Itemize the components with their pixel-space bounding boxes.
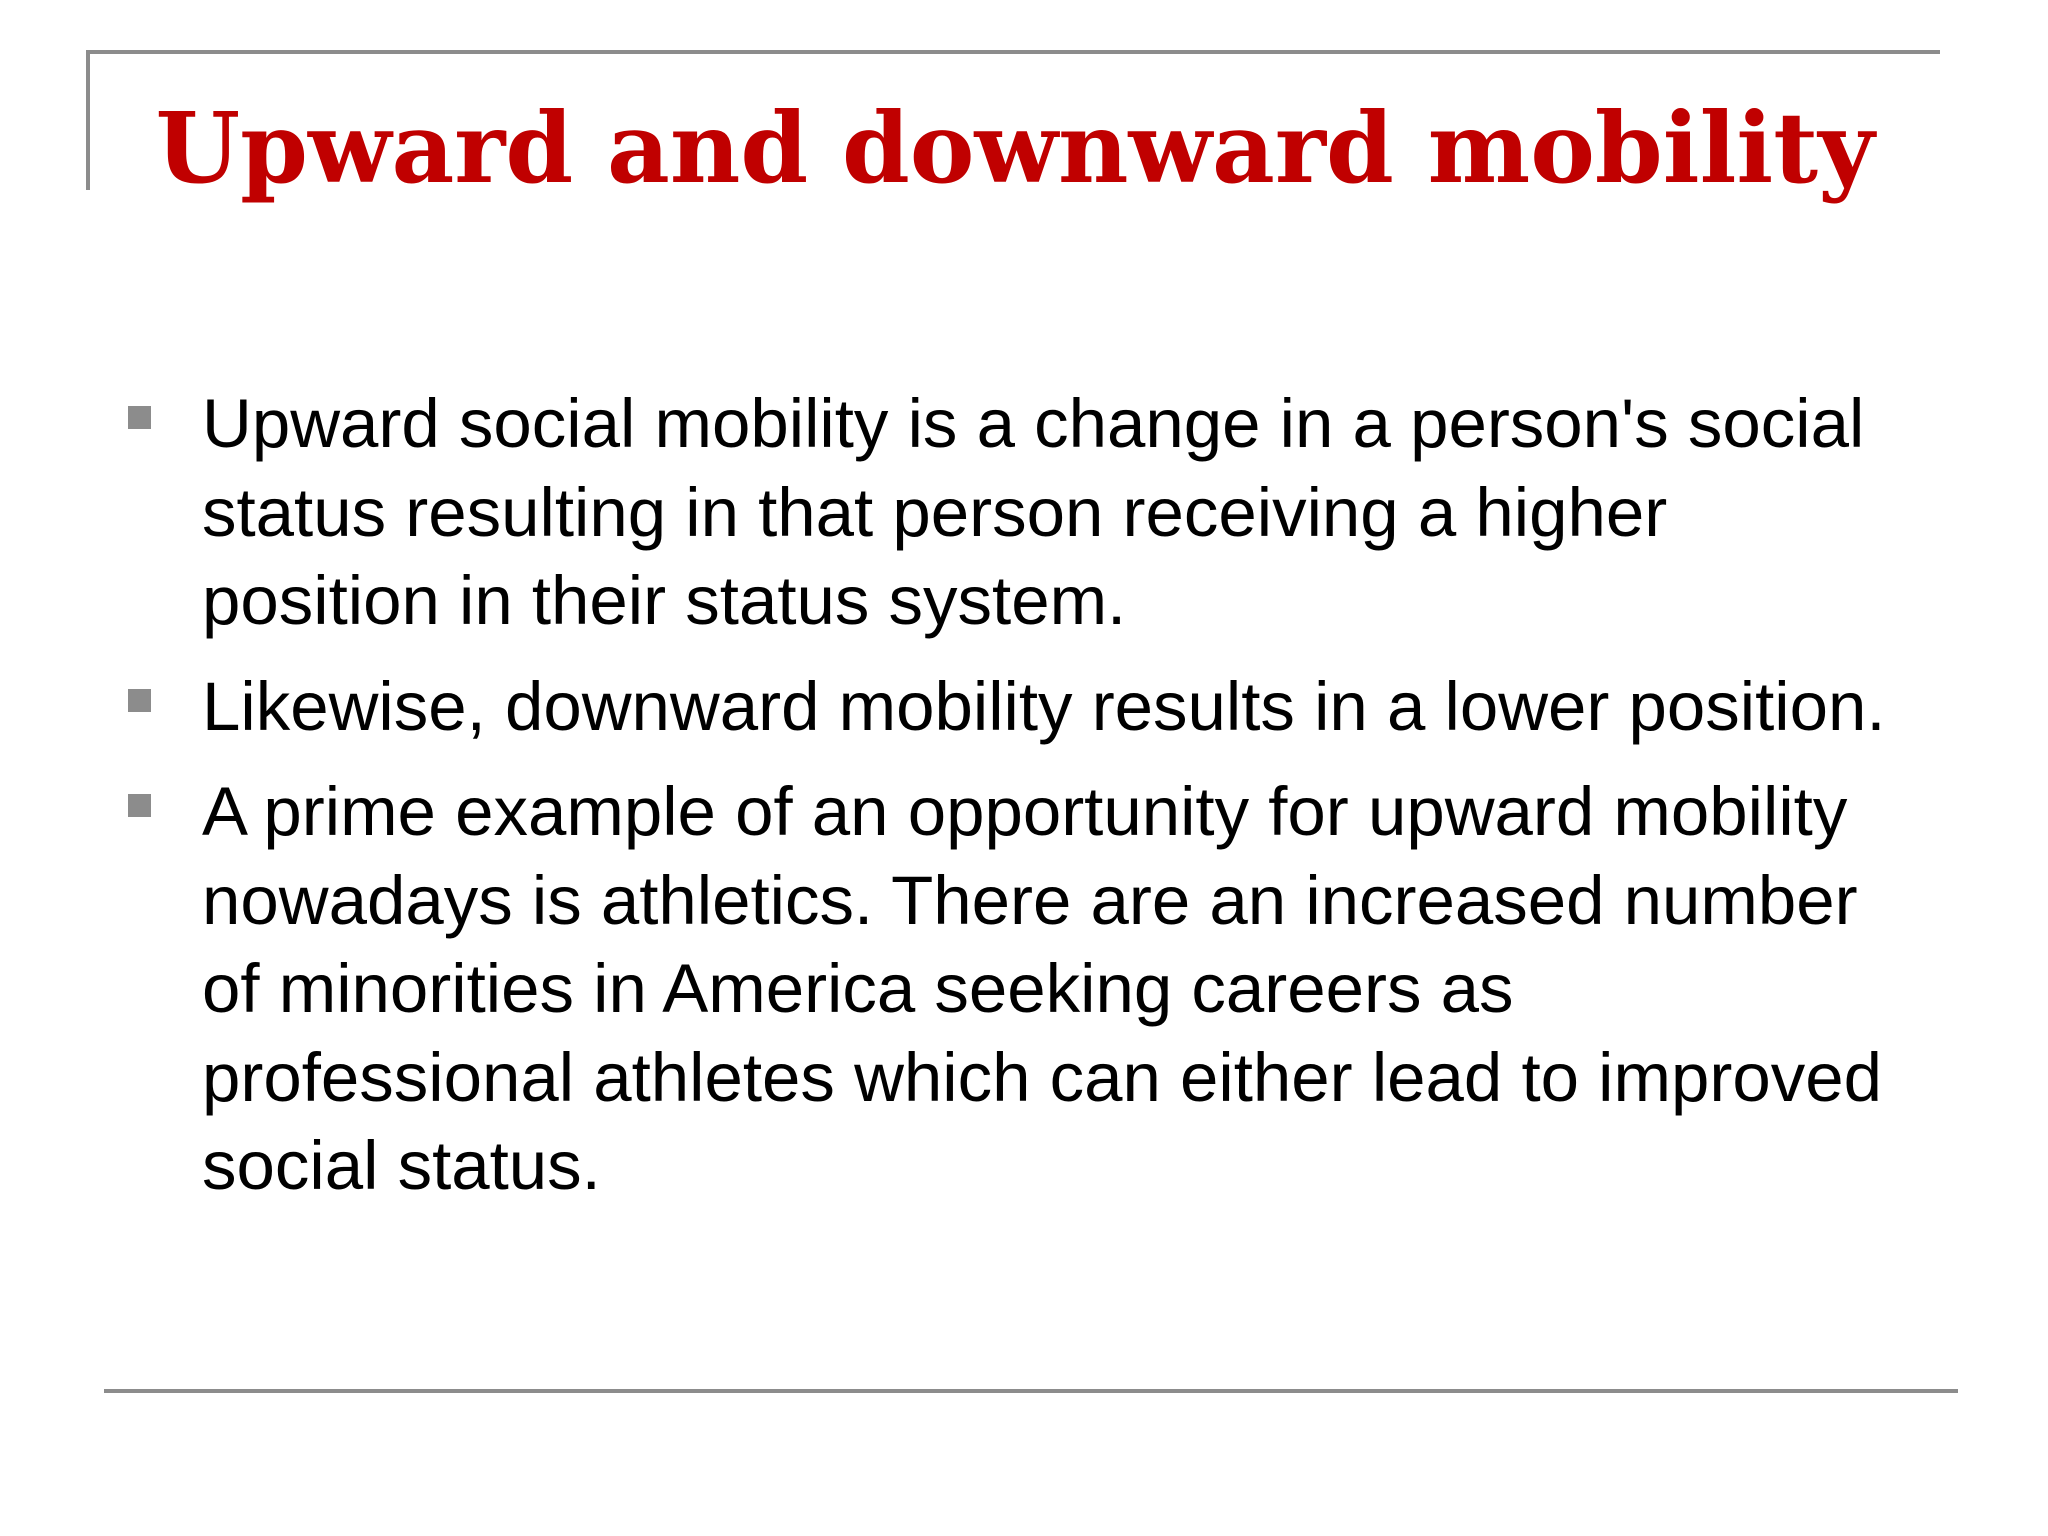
bullet-list [122,380,1902,1228]
bullet-item [122,663,1902,752]
top-divider [86,50,1940,54]
bullet-item [122,768,1902,1211]
bullet-text: Likewise, downward mobility results in a lower position. [202,667,1886,745]
bullet-text: A prime example of an opportunity for upward mobility nowadays is athletics. There are an increased number of minorities in America seeking careers as professional athletes which can either lead to improved social status. [202,773,1882,1204]
bullet-text: Upward social mobility is a change in a person's social status resulting in that person receiving a higher position in their status system. [202,385,1865,639]
square-bullet-icon [128,406,151,429]
bottom-divider [104,1389,1958,1393]
slide-title: Upward and downward mobility [155,91,1875,205]
bullet-item [122,380,1902,646]
square-bullet-icon [128,794,151,817]
square-bullet-icon [128,689,151,712]
